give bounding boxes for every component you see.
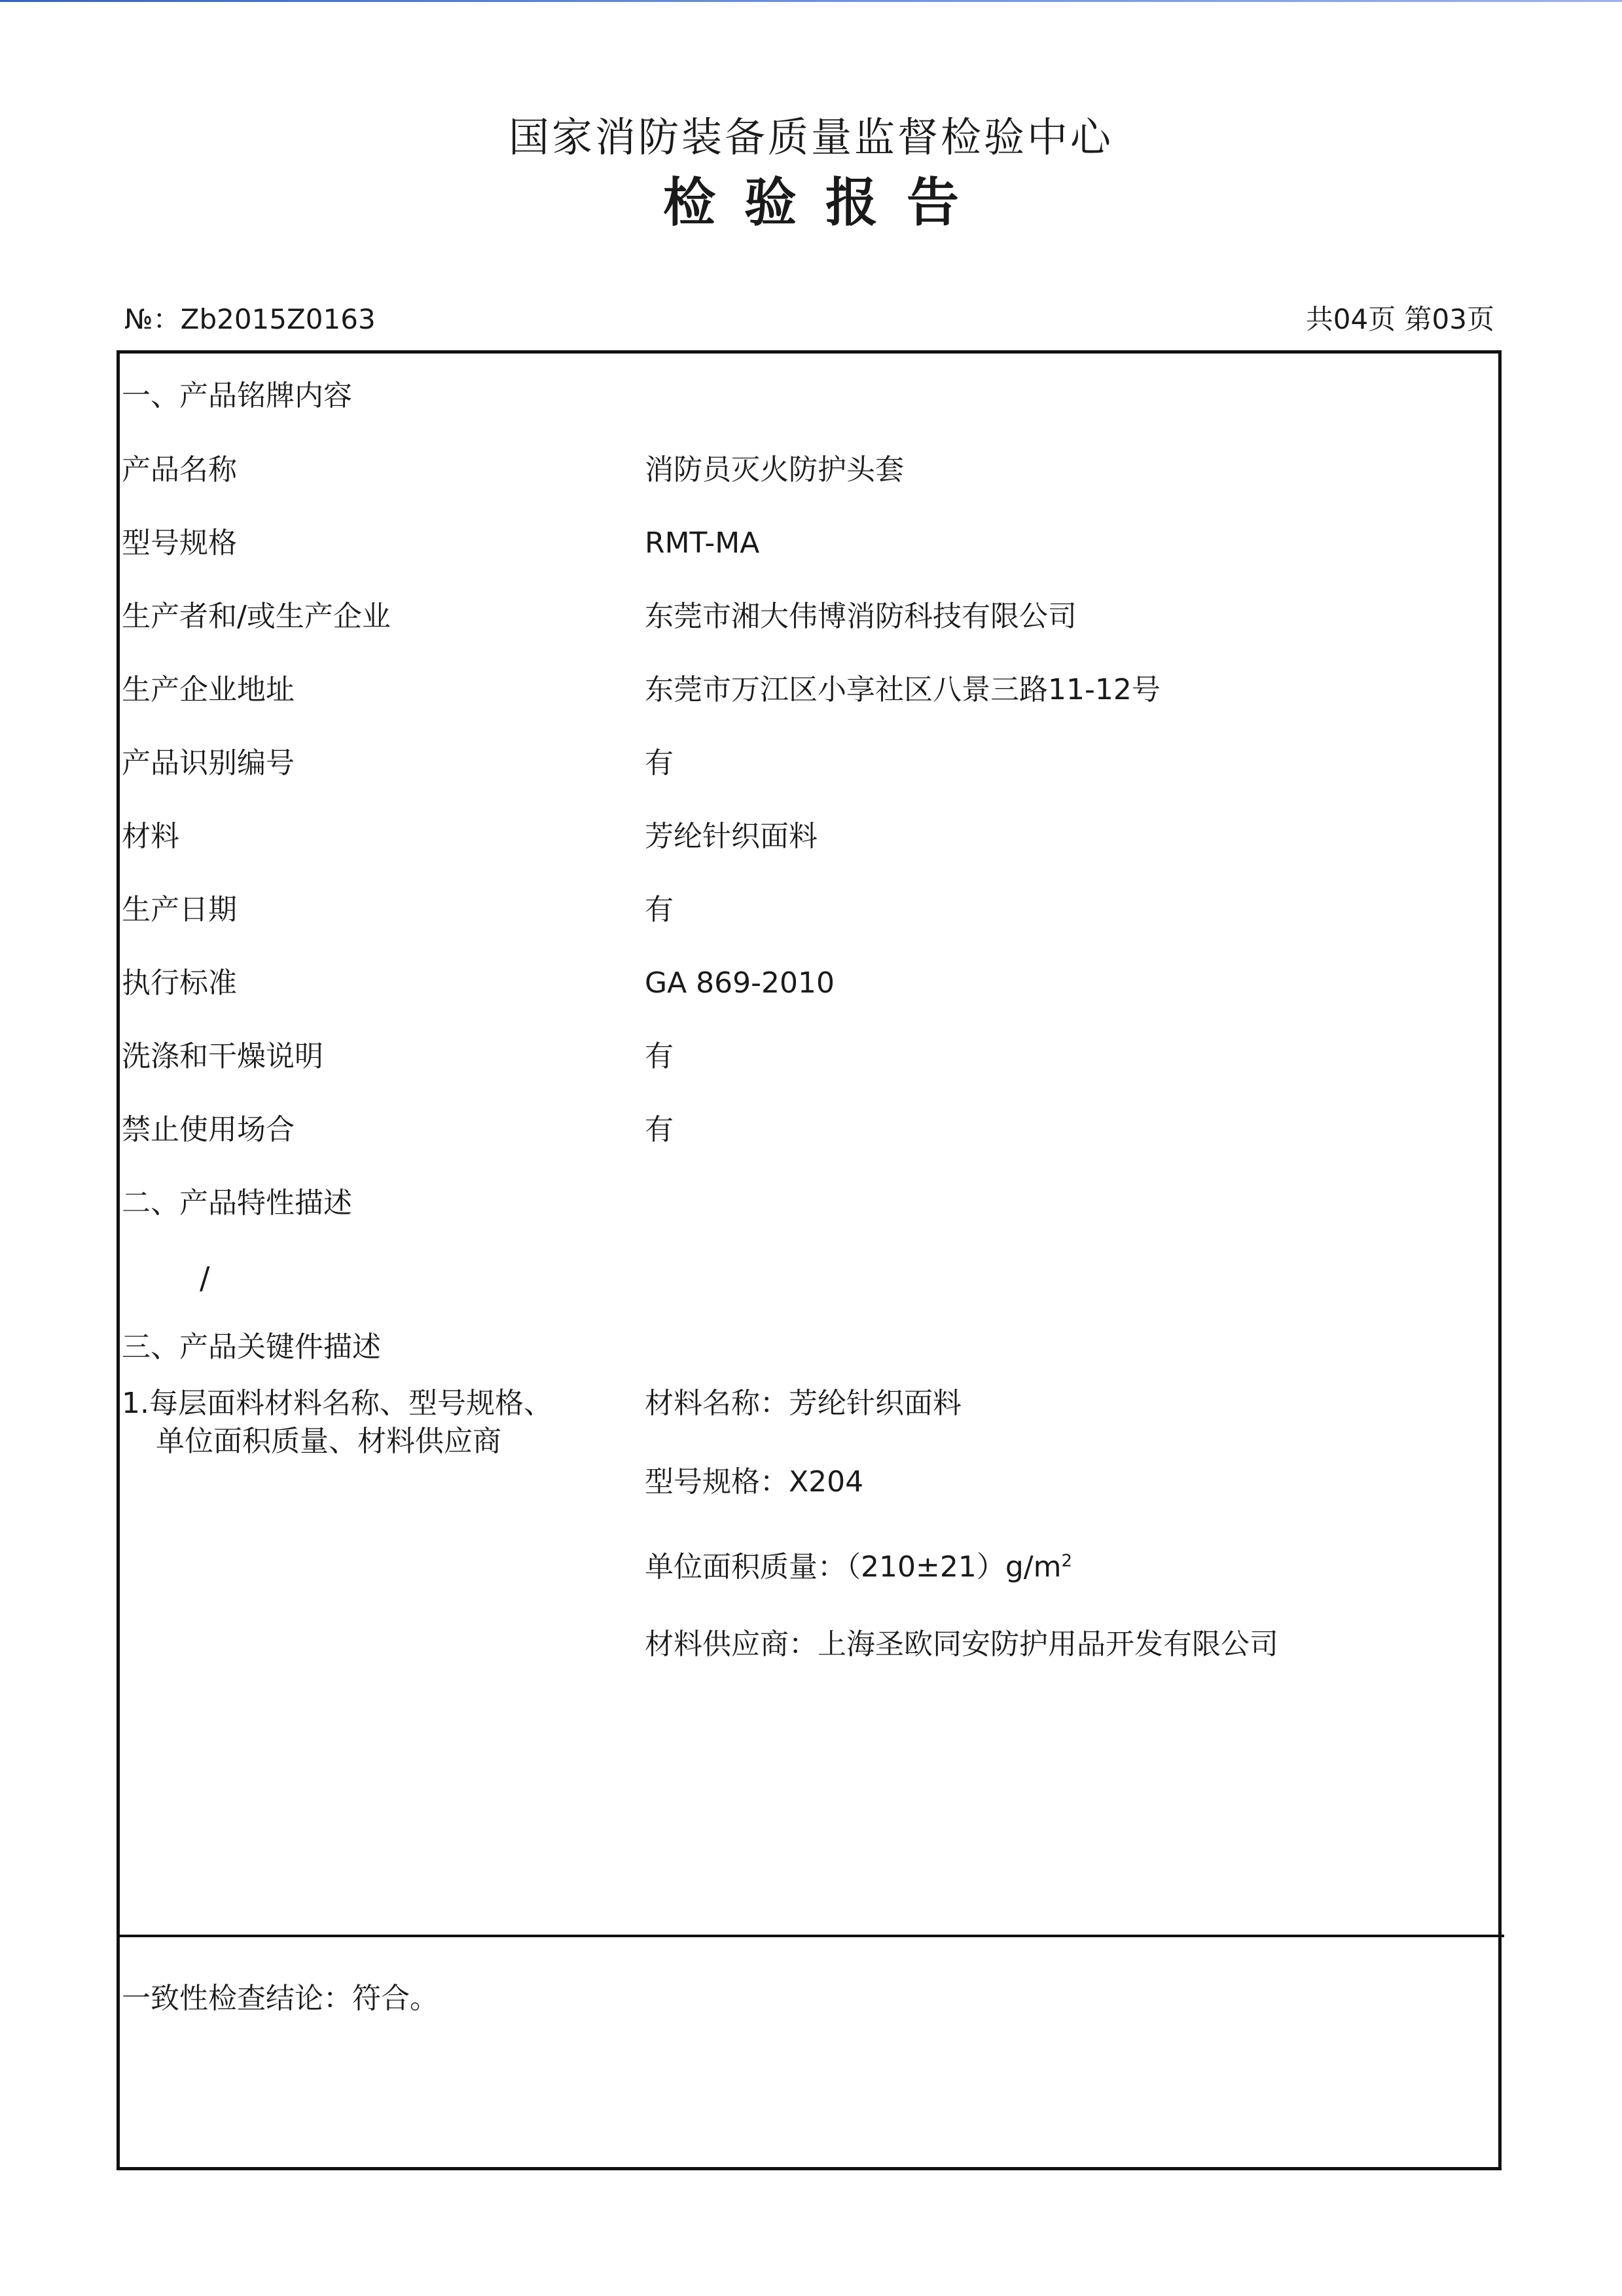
section2-content: / — [200, 1260, 210, 1296]
value-standard: GA 869-2010 — [645, 966, 835, 1000]
section3-heading: 三、产品关键件描述 — [122, 1330, 381, 1364]
organization-name: 国家消防装备质量监督检验中心 — [508, 113, 1113, 161]
label-manufacturer-address: 生产企业地址 — [122, 673, 295, 706]
value-product-id: 有 — [645, 746, 674, 780]
value-manufacturer: 东莞市湘大伟博消防科技有限公司 — [645, 600, 1077, 633]
value-material-name: 材料名称：芳纶针织面料 — [645, 1387, 962, 1420]
value-material-supplier: 材料供应商：上海圣欧同安防护用品开发有限公司 — [645, 1628, 1278, 1661]
label-manufacturer: 生产者和/或生产企业 — [122, 600, 391, 633]
page-indicator: 共04页 第03页 — [1305, 303, 1494, 335]
key-component-label-line1: 1.每层面料材料名称、型号规格、 — [122, 1387, 552, 1420]
report-number: №：Zb2015Z0163 — [124, 303, 376, 335]
value-area-mass — [645, 1549, 1072, 1585]
label-product-name: 产品名称 — [122, 453, 237, 486]
value-manufacturer-address: 东莞市万江区小享社区八景三路11-12号 — [645, 673, 1161, 706]
label-production-date: 生产日期 — [122, 893, 237, 926]
value-prohibited-use: 有 — [645, 1113, 674, 1146]
label-prohibited-use: 禁止使用场合 — [122, 1113, 295, 1146]
area-mass-text: 单位面积质量：（210±21）g/m — [645, 1550, 1062, 1584]
value-washing-instructions: 有 — [645, 1040, 674, 1073]
label-material: 材料 — [122, 820, 179, 853]
top-edge-rule — [0, 0, 1622, 2]
label-washing-instructions: 洗涤和干燥说明 — [122, 1040, 323, 1073]
label-standard: 执行标准 — [122, 966, 237, 1000]
value-product-name: 消防员灭火防护头套 — [645, 453, 904, 486]
document-title: 检验报告 — [663, 172, 988, 233]
label-product-id: 产品识别编号 — [122, 746, 295, 780]
value-material-model: 型号规格：X204 — [645, 1465, 864, 1499]
section1-heading: 一、产品铭牌内容 — [122, 379, 352, 412]
value-model-spec: RMT-MA — [645, 526, 760, 560]
area-mass-superscript: 2 — [1061, 1551, 1072, 1571]
conclusion-section — [117, 1935, 1504, 2170]
value-material: 芳纶针织面料 — [645, 820, 818, 853]
conclusion-text: 一致性检查结论：符合。 — [122, 1982, 439, 2015]
section2-heading: 二、产品特性描述 — [122, 1186, 352, 1220]
key-component-label-line2: 单位面积质量、材料供应商 — [156, 1425, 501, 1458]
label-model-spec: 型号规格 — [122, 526, 237, 560]
value-production-date: 有 — [645, 893, 674, 926]
